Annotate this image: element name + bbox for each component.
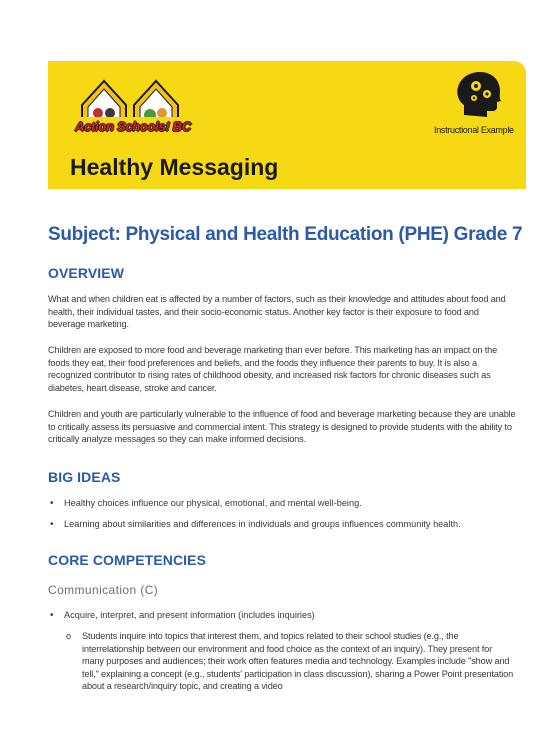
overview-paragraph-3: Children and youth are particularly vulnerable to the influence of food and beverage marketing because they are unable to critically assess its persuasive and commercial intent. This strategy is designed to provide students with the ability to critically analyze messages so they can make informed decisions. (48, 409, 516, 445)
bullet-icon: • (50, 610, 54, 621)
overview-paragraph-1: What and when children eat is affected by a number of factors, such as their knowledge and attitudes about food and health, their individual tastes, and their socio-economic status. Another key factor is their exposure to food and beverage marketing. (48, 294, 506, 330)
communication-subheading: Communication (C) (48, 583, 159, 597)
big-ideas-item-text: Healthy choices influence our physical, emotional, and mental well-being. (64, 498, 362, 508)
overview-paragraph-2: Children are exposed to more food and beverage marketing than ever before. This marketing has an impact on the foods they eat, their food preferences and beliefs, and the foods they influence their parents to buy. It is also a recognized contributor to rising rates of childhood obesity, and increased risk factors for chronic diseases such as diabetes, heart disease, stroke and cancer. (48, 345, 498, 393)
subject-heading: Subject: Physical and Health Education (PHE) Grade 7 (48, 224, 523, 245)
overview-heading: OVERVIEW (48, 265, 125, 281)
big-ideas-heading: BIG IDEAS (48, 469, 121, 485)
core-competencies-heading: CORE COMPETENCIES (48, 552, 207, 568)
instructional-example-label: Instructional Example (434, 125, 514, 135)
header-banner (48, 61, 526, 189)
logo-text: Action Schools! BC (74, 117, 192, 137)
competency-item-text: Acquire, interpret, and present information (includes inquiries) (64, 610, 315, 620)
page-title: Healthy Messaging (70, 154, 279, 180)
head-gears-icon (454, 69, 506, 121)
bullet-icon: • (50, 519, 54, 530)
competency-sub-item-text: Students inquire into topics that interest them, and topics related to their school studies (e.g., the interrelationship between our environment and food choice as the context of an inquiry). They present for many purposes and audiences; their work often features media and technology. Examples include "show and tell," explaining a concept (e.g., students' participation in class discussion), sharing a Power Point presentation about a research/inquiry topic, and creating a video (82, 631, 514, 692)
big-ideas-item-text: Learning about similarities and differences in individuals and groups influences community health. (64, 519, 461, 529)
circle-bullet-icon: o (66, 631, 71, 641)
bullet-icon: • (50, 498, 54, 509)
